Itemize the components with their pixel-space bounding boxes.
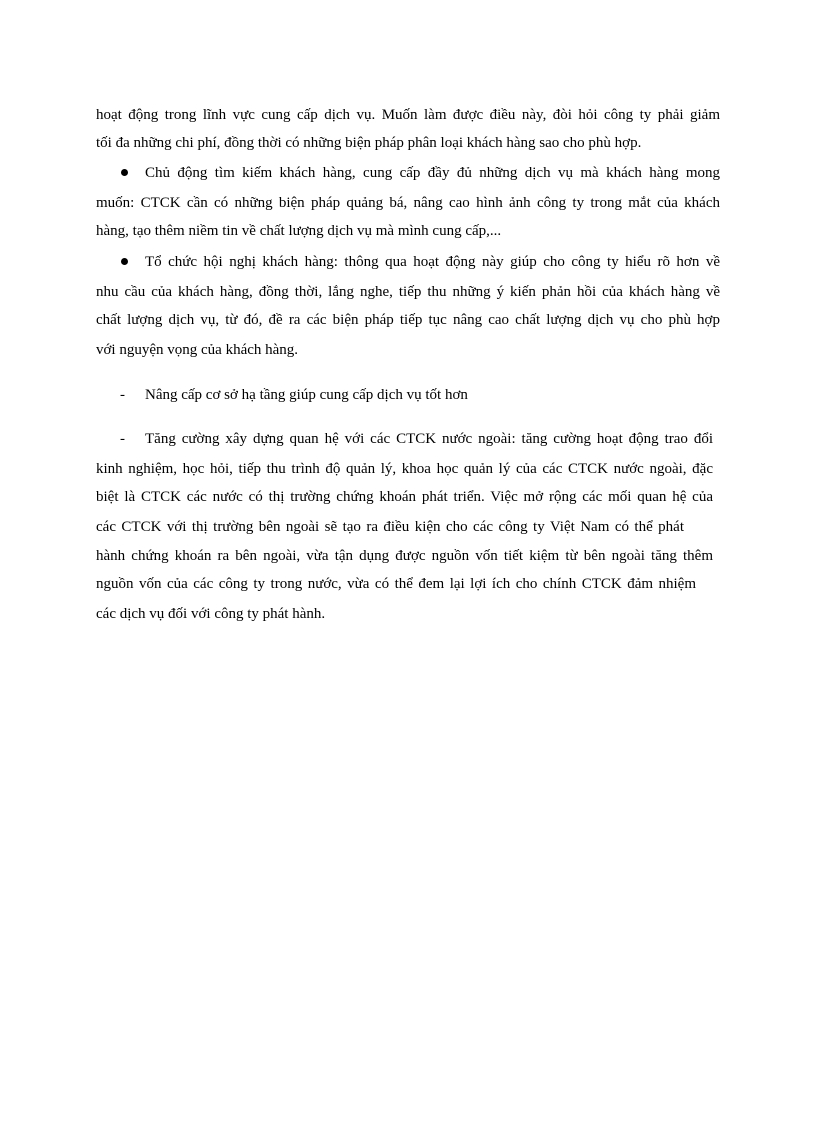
- bullet2-line-4: với nguyện vọng của khách hàng.: [96, 342, 299, 358]
- dash-marker: -: [120, 431, 125, 447]
- dash2-line-2: kinh nghiệm, học hỏi, tiếp thu trình độ quản lý, khoa học quản lý của các CTCK nước ngoài, đặc: [96, 461, 713, 477]
- dash2-line-7: các dịch vụ đối với công ty phát hành.: [96, 606, 326, 622]
- dash2-line-4: các CTCK với thị trường bên ngoài sẽ tạo ra điều kiện cho các công ty Việt Nam có thể phát: [96, 519, 684, 535]
- bullet1-line-2: muốn: CTCK cần có những biện pháp quảng bá, nâng cao hình ảnh công ty trong mắt của khách: [96, 195, 720, 211]
- para1-line-2: tối đa những chi phí, đồng thời có những biện pháp phân loại khách hàng sao cho phù hợp.: [96, 135, 642, 151]
- dash1-line-1: Nâng cấp cơ sở hạ tầng giúp cung cấp dịch vụ tốt hơn: [145, 387, 468, 403]
- dash2-line-5: hành chứng khoán ra bên ngoài, vừa tận dụng được nguồn vốn tiết kiệm từ bên ngoài tăng thêm: [96, 548, 713, 564]
- dash2-line-6: nguồn vốn của các công ty trong nước, vừa có thể đem lại lợi ích cho chính CTCK đảm nhiệm: [96, 576, 696, 592]
- dash2-line-1: Tăng cường xây dựng quan hệ với các CTCK nước ngoài: tăng cường hoạt động trao đổi: [145, 431, 713, 447]
- dash-marker: -: [120, 387, 125, 403]
- bullet2-line-1: Tổ chức hội nghị khách hàng: thông qua hoạt động này giúp cho công ty hiểu rõ hơn về: [145, 254, 720, 270]
- para1-line-1: hoạt động trong lĩnh vực cung cấp dịch vụ. Muốn làm được điều này, đòi hỏi công ty phải giảm: [96, 107, 720, 123]
- bullet1-line-1: Chủ động tìm kiếm khách hàng, cung cấp đầy đủ những dịch vụ mà khách hàng mong: [145, 165, 720, 181]
- bullet2-line-3: chất lượng dịch vụ, từ đó, đề ra các biện pháp tiếp tục nâng cao chất lượng dịch vụ cho phù hợp: [96, 312, 720, 328]
- bullet2-line-2: nhu cầu của khách hàng, đồng thời, lắng nghe, tiếp thu những ý kiến phản hồi của khách hàng về: [96, 284, 720, 300]
- bullet1-line-3: hàng, tạo thêm niềm tin về chất lượng dịch vụ mà mình cung cấp,...: [96, 223, 502, 239]
- bullet-dot-icon: [121, 258, 128, 265]
- bullet-dot-icon: [121, 169, 128, 176]
- dash2-line-3: biệt là CTCK các nước có thị trường chứng khoán phát triển. Việc mở rộng các mối quan hệ của: [96, 489, 713, 505]
